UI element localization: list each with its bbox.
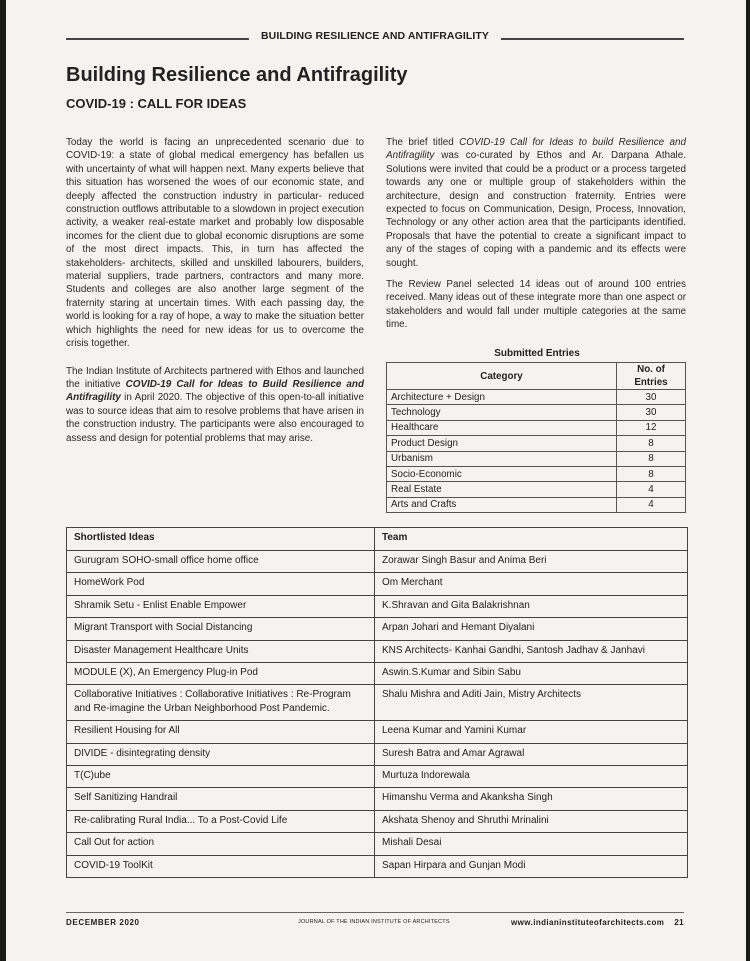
idea-cell: Resilient Housing for All <box>67 721 375 743</box>
table-row <box>387 390 686 405</box>
initiative-text-b: in April 2020. The objective of this open-to-all initiative was to source ideas that aim to resolve problems that have arisen in the construction industry. The participants were also encouraged to assess and design for potential problems that may arise. <box>66 392 364 444</box>
count-cell: 8 <box>617 436 686 451</box>
brief-title: COVID-19 Call for Ideas to build Resilience and Antifragility <box>386 137 686 162</box>
idea-cell: Gurugram SOHO-small office home office <box>67 551 375 573</box>
shortlisted-ideas-table <box>66 527 688 878</box>
left-column <box>66 136 364 445</box>
table-row <box>67 743 688 765</box>
brief-text-a: The brief titled <box>386 137 460 148</box>
table-row <box>67 766 688 788</box>
table-row <box>67 855 688 877</box>
running-header <box>66 30 684 44</box>
table-row <box>387 497 686 512</box>
count-cell: 30 <box>617 390 686 405</box>
count-cell: 8 <box>617 451 686 466</box>
table-row <box>387 436 686 451</box>
table-row <box>67 810 688 832</box>
submitted-entries-table <box>386 362 686 513</box>
table-row <box>67 685 688 721</box>
article-title: Building Resilience and Antifragility <box>66 64 408 86</box>
table-row <box>67 721 688 743</box>
column-header: Category <box>387 363 617 390</box>
idea-cell: T(C)ube <box>67 766 375 788</box>
column-header: No. of Entries <box>617 363 686 390</box>
category-cell: Real Estate <box>387 482 617 497</box>
team-cell: Suresh Batra and Amar Agrawal <box>375 743 688 765</box>
table-row <box>387 451 686 466</box>
team-cell: Arpan Johari and Hemant Diyalani <box>375 618 688 640</box>
idea-cell: Re-calibrating Rural India... To a Post-Covid Life <box>67 810 375 832</box>
table-row <box>67 595 688 617</box>
team-cell: Aswin.S.Kumar and Sibin Sabu <box>375 663 688 685</box>
idea-cell: Shramik Setu - Enlist Enable Empower <box>67 595 375 617</box>
initiative-name: COVID-19 Call for Ideas to Build Resilience and Antifragility <box>66 378 364 404</box>
table-row <box>387 405 686 420</box>
category-cell: Socio-Economic <box>387 466 617 481</box>
table-header-row <box>67 528 688 551</box>
count-cell: 4 <box>617 482 686 497</box>
team-cell: Sapan Hirpara and Gunjan Modi <box>375 855 688 877</box>
entries-table-caption: Submitted Entries <box>494 348 580 359</box>
count-cell: 8 <box>617 466 686 481</box>
right-column <box>386 136 686 332</box>
intro-paragraph: Today the world is facing an unprecedented scenario due to COVID-19: a state of global medical emergency has befallen us with uncertainty of what will happen next. Many experts believe that this situation has worsened the woes of our economic state, and deeply affected the construction industry in particular- reduced construction outflows attributable to a slowdown in project execution activity, a weaker real-estate market and probably low disposable incomes for the client due to global economic disruptions are some of the most direct impacts. This, in turn has affected the stakeholders- architects, skilled and unskilled labourers, builders, material suppliers, trade partners, contractors and many more. Students and colleges are also another large segment of the fraternity staring at uncertain times. With each passing day, the world is looking for a ray of hope, a way to make the situation better which highlights the need for new ideas for us to overcome the crisis together. <box>66 137 364 350</box>
category-cell: Technology <box>387 405 617 420</box>
idea-cell: COVID-19 ToolKit <box>67 855 375 877</box>
journal-name: JOURNAL OF THE INDIAN INSTITUTE OF ARCHITECTS <box>298 919 450 925</box>
column-header: Team <box>375 528 688 551</box>
page-number: 21 <box>674 918 684 927</box>
table-row <box>67 551 688 573</box>
team-cell: Mishali Desai <box>375 833 688 855</box>
column-header: Shortlisted Ideas <box>67 528 375 551</box>
brief-text-b: was co-curated by Ethos and Ar. Darpana Athale. Solutions were invited that could be a product or a process targeted towards any one or multiple group of stakeholders within the architecture, design and construction fraternity. Entries were expected to focus on Communication, Design, Process, Innovation, Technology or any other action area that the participants identified. Proposals that have the potential to create a significant impact to any of the stages of coping with a pandemic and its effects were sought. <box>386 150 686 269</box>
category-cell: Urbanism <box>387 451 617 466</box>
table-row <box>67 573 688 595</box>
team-cell: Akshata Shenoy and Shruthi Mrinalini <box>375 810 688 832</box>
idea-cell: Collaborative Initiatives : Collaborative Initiatives : Re-Program and Re-imagine the Urban Neighborhood Post Pandemic. <box>67 685 375 721</box>
idea-cell: Self Sanitizing Handrail <box>67 788 375 810</box>
table-row <box>67 640 688 662</box>
category-cell: Product Design <box>387 436 617 451</box>
table-row <box>67 788 688 810</box>
team-cell: Himanshu Verma and Akanksha Singh <box>375 788 688 810</box>
running-header-text: BUILDING RESILIENCE AND ANTIFRAGILITY <box>249 30 501 42</box>
initiative-paragraph <box>66 365 364 445</box>
category-cell: Arts and Crafts <box>387 497 617 512</box>
table-row <box>387 482 686 497</box>
idea-cell: Call Out for action <box>67 833 375 855</box>
brief-paragraph <box>386 136 686 270</box>
count-cell: 30 <box>617 405 686 420</box>
category-cell: Architecture + Design <box>387 390 617 405</box>
idea-cell: MODULE (X), An Emergency Plug-in Pod <box>67 663 375 685</box>
table-header-row <box>387 363 686 390</box>
count-cell: 4 <box>617 497 686 512</box>
team-cell: Zorawar Singh Basur and Anima Beri <box>375 551 688 573</box>
issue-date: DECEMBER 2020 <box>66 918 140 927</box>
table-row <box>67 833 688 855</box>
article-subtitle: COVID-19 : CALL FOR IDEAS <box>66 96 247 111</box>
website-url: www.indianinstituteofarchitects.com <box>511 918 665 927</box>
footer-rule <box>66 912 684 913</box>
table-row <box>67 618 688 640</box>
category-cell: Healthcare <box>387 420 617 435</box>
team-cell: Murtuza Indorewala <box>375 766 688 788</box>
team-cell: Om Merchant <box>375 573 688 595</box>
team-cell: K.Shravan and Gita Balakrishnan <box>375 595 688 617</box>
idea-cell: Disaster Management Healthcare Units <box>67 640 375 662</box>
magazine-page <box>6 0 746 961</box>
idea-cell: DIVIDE - disintegrating density <box>67 743 375 765</box>
table-row <box>387 466 686 481</box>
team-cell: Shalu Mishra and Aditi Jain, Mistry Architects <box>375 685 688 721</box>
table-row <box>387 420 686 435</box>
idea-cell: Migrant Transport with Social Distancing <box>67 618 375 640</box>
count-cell: 12 <box>617 420 686 435</box>
idea-cell: HomeWork Pod <box>67 573 375 595</box>
initiative-text-a: The Indian Institute of Architects partnered with Ethos and launched the initiative <box>66 365 364 390</box>
review-paragraph: The Review Panel selected 14 ideas out of around 100 entries received. Many ideas out of these integrate more than one aspect or stakeholders and would fall under multiple categories at the same time. <box>386 279 686 331</box>
table-row <box>67 663 688 685</box>
footer-right <box>511 918 684 927</box>
team-cell: Leena Kumar and Yamini Kumar <box>375 721 688 743</box>
team-cell: KNS Architects- Kanhai Gandhi, Santosh Jadhav & Janhavi <box>375 640 688 662</box>
